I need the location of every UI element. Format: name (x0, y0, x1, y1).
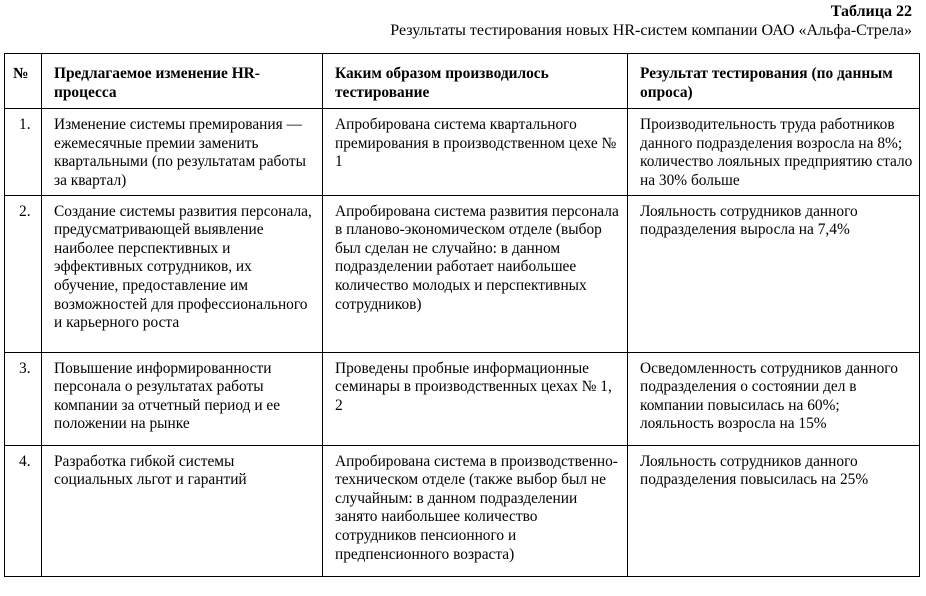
proposed-change-cell: Повышение информированности персонала о результатах работы компании за отчетный период и ее положении на рынке (42, 352, 323, 445)
testing-method-cell: Апробирована система квартального премирования в производственном цехе № 1 (323, 109, 628, 195)
testing-result-cell: Лояльность сотрудников данного подразделения повысилась на 25% (628, 445, 920, 576)
results-table (4, 53, 920, 577)
header-proposed-change: Предлагаемое изменение HR-процесса (42, 54, 323, 109)
testing-result-cell: Осведомленность сотрудников данного подразделения о состоянии дел в компании повысилась на 60%; лояльность возросла на 15% (628, 352, 920, 445)
header-number: № (5, 54, 42, 109)
testing-result-cell: Лояльность сотрудников данного подразделения выросла на 7,4% (628, 195, 920, 352)
proposed-change-cell: Создание системы развития персонала, предусматривающей выявление наиболее перспективных и эффективных сотрудников, их обучение, предоставление им возможностей для профессионального и карьерного роста (42, 195, 323, 352)
testing-method-cell: Апробирована система в производственно-техническом отделе (также выбор был не случайным: в данном подразделении занято наибольшее количество сотрудников пенсионного и предпенсионного возраста) (323, 445, 628, 576)
testing-method-cell: Проведены пробные информационные семинары в производственных цехах № 1, 2 (323, 352, 628, 445)
table-title: Результаты тестирования новых HR-систем компании ОАО «Альфа-Стрела» (390, 22, 912, 39)
header-testing-method: Каким образом производилось тестирование (323, 54, 628, 109)
row-number: 3. (5, 352, 42, 445)
table-row (5, 445, 920, 576)
proposed-change-cell: Разработка гибкой системы социальных льгот и гарантий (42, 445, 323, 576)
table-header-row (5, 54, 920, 109)
testing-method-cell: Апробирована система развития персонала в планово-экономическом отделе (выбор был сделан не случайно: в данном подразделении работает наибольшее количество молодых и перспективных сотрудников) (323, 195, 628, 352)
row-number: 4. (5, 445, 42, 576)
table-number: Таблица 22 (830, 3, 912, 20)
table-row (5, 109, 920, 195)
testing-result-cell: Производительность труда работников данного подразделения возросла на 8%; количество лояльных предприятию стало на 30% больше (628, 109, 920, 195)
table-row (5, 352, 920, 445)
header-testing-result: Результат тестирования (по данным опроса) (628, 54, 920, 109)
proposed-change-cell: Изменение системы премирования — ежемесячные премии заменить квартальными (по результатам работы за квартал) (42, 109, 323, 195)
row-number: 2. (5, 195, 42, 352)
table-row (5, 195, 920, 352)
row-number: 1. (5, 109, 42, 195)
